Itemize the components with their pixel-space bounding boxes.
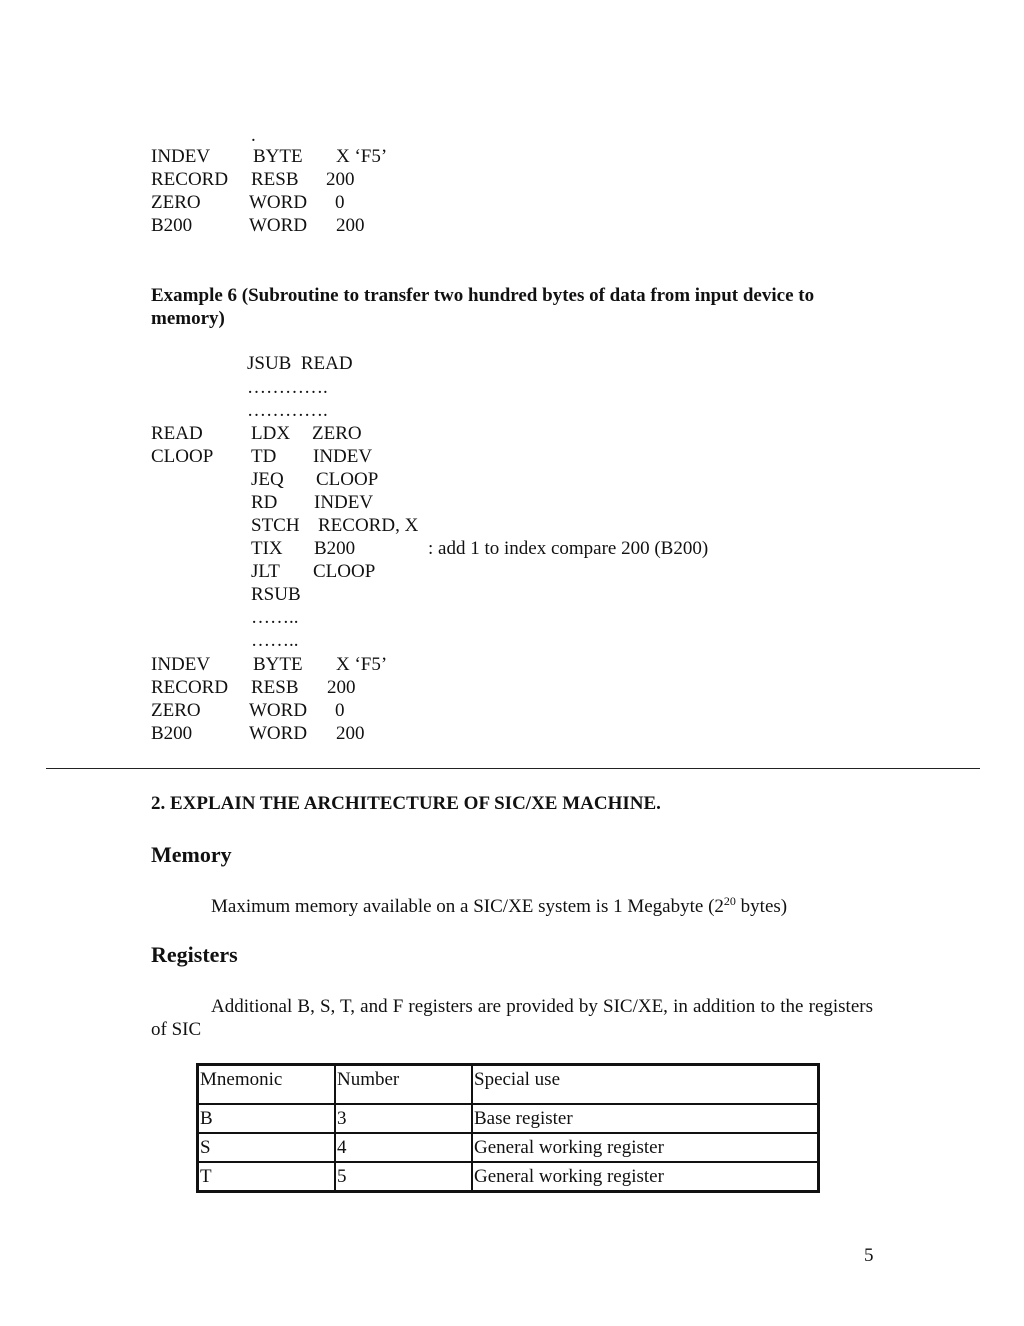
code-arg: 200 bbox=[326, 169, 355, 190]
table-cell: Base register bbox=[472, 1104, 818, 1133]
code-arg: ZERO bbox=[312, 423, 362, 444]
code-op: JLT bbox=[251, 561, 280, 582]
memory-heading: Memory bbox=[151, 842, 232, 867]
code-comment: : add 1 to index compare 200 (B200) bbox=[428, 538, 709, 559]
code-arg: X ‘F5’ bbox=[336, 654, 388, 675]
code-ellipsis: …….. bbox=[251, 630, 299, 651]
code-arg: RECORD, X bbox=[318, 515, 419, 536]
table-cell: T bbox=[198, 1162, 335, 1191]
register-table bbox=[196, 1063, 820, 1193]
code-arg: 0 bbox=[335, 700, 345, 721]
example-title-line1: Example 6 (Subroutine to transfer two hundred bytes of data from input device to bbox=[151, 285, 815, 306]
code-op: STCH bbox=[251, 515, 300, 536]
code-label: B200 bbox=[151, 215, 193, 236]
code-op: WORD bbox=[249, 700, 308, 721]
code-arg: CLOOP bbox=[313, 561, 376, 582]
table-row bbox=[198, 1162, 818, 1191]
code-op: RESB bbox=[251, 169, 299, 190]
code-op: TD bbox=[251, 446, 277, 467]
code-op: WORD bbox=[249, 723, 308, 744]
code-label: RECORD bbox=[151, 169, 229, 190]
table-cell: S bbox=[198, 1133, 335, 1162]
code-arg: INDEV bbox=[313, 446, 373, 467]
code-ellipsis: …….. bbox=[251, 607, 299, 628]
memory-text-main: Maximum memory available on a SIC/XE system is 1 Megabyte (2 bbox=[211, 896, 724, 917]
code-label: INDEV bbox=[151, 146, 211, 167]
code-op: RD bbox=[251, 492, 278, 513]
code-op: RSUB bbox=[251, 584, 301, 605]
example-title-line2: memory) bbox=[151, 308, 225, 329]
code-arg: 0 bbox=[335, 192, 345, 213]
section-divider bbox=[46, 768, 980, 769]
memory-exponent: 20 bbox=[723, 894, 736, 908]
table-cell: 4 bbox=[335, 1133, 472, 1162]
code-arg: CLOOP bbox=[316, 469, 379, 490]
code-arg: INDEV bbox=[314, 492, 374, 513]
table-row bbox=[198, 1133, 818, 1162]
code-op: RESB bbox=[251, 677, 299, 698]
table-header-cell: Mnemonic bbox=[198, 1065, 335, 1104]
code-op: WORD bbox=[249, 192, 308, 213]
code-op: BYTE bbox=[253, 146, 303, 167]
table-cell: B bbox=[198, 1104, 335, 1133]
table-cell: 5 bbox=[335, 1162, 472, 1191]
table-cell: General working register bbox=[472, 1162, 818, 1191]
code-ellipsis: …………. bbox=[247, 377, 328, 398]
code-label: ZERO bbox=[151, 192, 201, 213]
code-op: JEQ bbox=[251, 469, 284, 490]
code-op: BYTE bbox=[253, 654, 303, 675]
question-heading: 2. EXPLAIN THE ARCHITECTURE OF SIC/XE MACHINE. bbox=[151, 793, 661, 814]
continuation-dot: . bbox=[251, 125, 256, 146]
table-cell: 3 bbox=[335, 1104, 472, 1133]
code-label: CLOOP bbox=[151, 446, 214, 467]
code-arg: X ‘F5’ bbox=[336, 146, 388, 167]
code-jsub: JSUB READ bbox=[247, 353, 353, 374]
table-header-cell: Number bbox=[335, 1065, 472, 1104]
memory-text bbox=[211, 895, 787, 918]
code-arg: 200 bbox=[327, 677, 356, 698]
code-op: LDX bbox=[251, 423, 291, 444]
code-arg: B200 bbox=[314, 538, 356, 559]
memory-text-end: bytes) bbox=[735, 896, 788, 917]
code-label: B200 bbox=[151, 723, 193, 744]
table-cell: General working register bbox=[472, 1133, 818, 1162]
registers-text: Additional B, S, T, and F registers are provided by SIC/XE, in addition to the registers of SIC bbox=[151, 996, 873, 1040]
registers-heading: Registers bbox=[151, 942, 238, 967]
code-arg: 200 bbox=[336, 215, 365, 236]
code-op: WORD bbox=[249, 215, 308, 236]
table-header-cell: Special use bbox=[472, 1065, 818, 1104]
code-label: ZERO bbox=[151, 700, 201, 721]
table-header-row bbox=[198, 1065, 818, 1104]
code-label: INDEV bbox=[151, 654, 211, 675]
code-label: RECORD bbox=[151, 677, 229, 698]
code-op: TIX bbox=[251, 538, 283, 559]
code-arg: 200 bbox=[336, 723, 365, 744]
code-ellipsis: …………. bbox=[247, 400, 328, 421]
page-number: 5 bbox=[864, 1245, 874, 1266]
code-label: READ bbox=[151, 423, 203, 444]
example-title bbox=[151, 284, 873, 330]
table-row bbox=[198, 1104, 818, 1133]
